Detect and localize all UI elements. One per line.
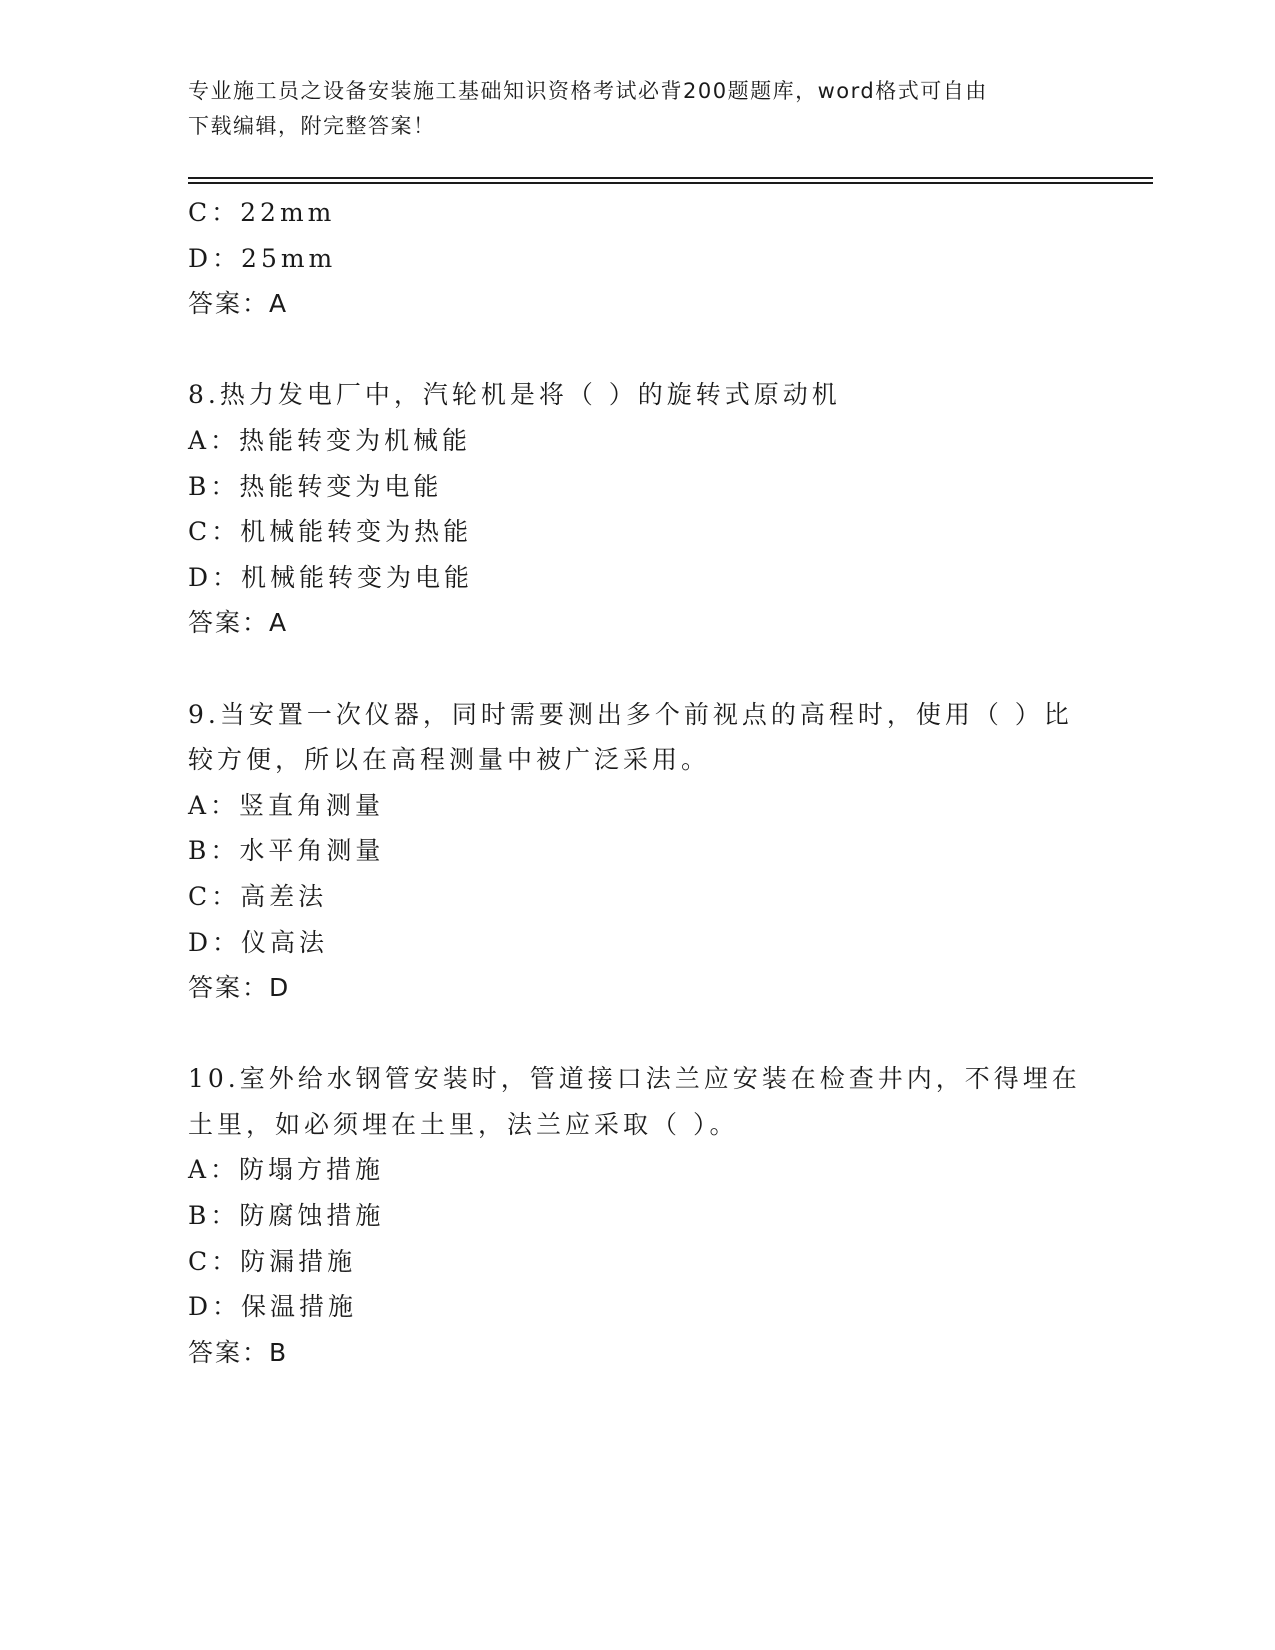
option-d: D：仪高法	[188, 927, 329, 957]
header-divider-bottom	[188, 182, 1153, 184]
option-a: A：热能转变为机械能	[188, 425, 472, 455]
header-divider-top	[188, 177, 1153, 179]
question-stem: 10.室外给水钢管安装时，管道接口法兰应安装在检查井内，不得埋在	[188, 1064, 1081, 1094]
prev-question-block	[188, 190, 1088, 327]
question-stem-continued: 土里，如必须埋在土里，法兰应采取（ ）。	[188, 1109, 739, 1139]
header-line-2: 下载编辑，附完整答案！	[188, 114, 436, 138]
option-c: C：高差法	[188, 881, 328, 911]
answer-line: 答案：B	[188, 1337, 289, 1367]
answer-line: 答案：A	[188, 289, 289, 319]
question-9	[188, 692, 1088, 1011]
spacer	[188, 1011, 1088, 1057]
answer-line: 答案：D	[188, 973, 291, 1003]
option-b: B：热能转变为电能	[188, 471, 443, 501]
option-d: D：25mm	[188, 243, 337, 273]
question-8	[188, 372, 1088, 646]
option-a: A：防塌方措施	[188, 1155, 385, 1185]
option-c: C：防漏措施	[188, 1246, 357, 1276]
spacer	[188, 646, 1088, 692]
option-a: A：竖直角测量	[188, 790, 385, 820]
option-b: B：防腐蚀措施	[188, 1201, 385, 1231]
option-c: C：机械能转变为热能	[188, 517, 473, 547]
document-header	[188, 74, 1068, 144]
question-stem: 8.热力发电厂中，汽轮机是将（ ）的旋转式原动机	[188, 380, 841, 410]
option-c: C：22mm	[188, 198, 336, 227]
answer-line: 答案：A	[188, 608, 289, 638]
option-b: B：水平角测量	[188, 836, 385, 866]
question-stem: 9.当安置一次仪器，同时需要测出多个前视点的高程时，使用（ ）比	[188, 699, 1073, 729]
question-content	[188, 190, 1088, 1375]
question-stem-continued: 较方便，所以在高程测量中被广泛采用。	[188, 745, 711, 775]
question-10	[188, 1056, 1088, 1375]
header-line-1: 专业施工员之设备安装施工基础知识资格考试必背200题题库，word格式可自由	[188, 79, 988, 103]
option-d: D：机械能转变为电能	[188, 562, 474, 592]
spacer	[188, 327, 1088, 373]
option-d: D：保温措施	[188, 1292, 358, 1322]
